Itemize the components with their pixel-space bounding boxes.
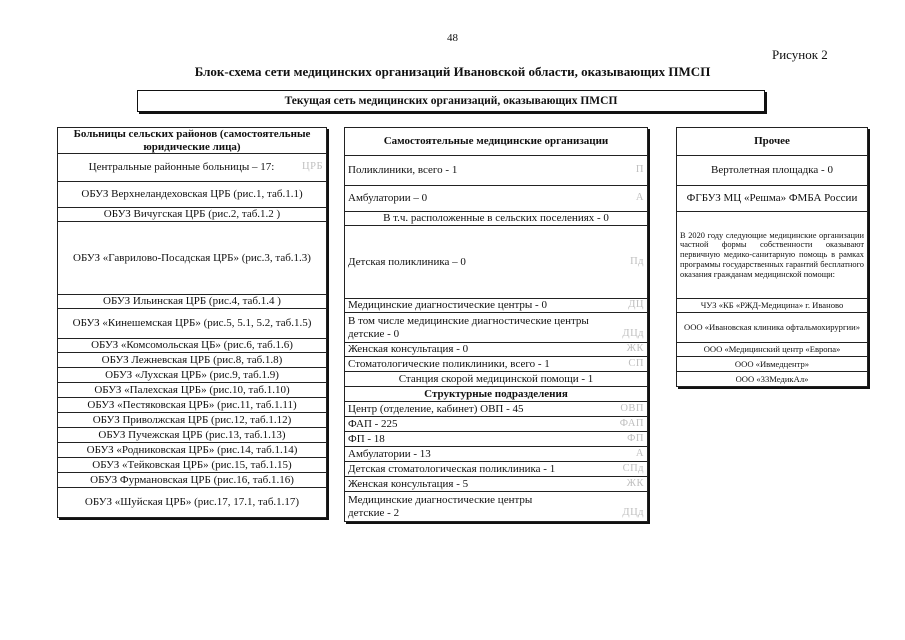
child-diag-centers2-cell [345,492,648,522]
hospital-item: ОБУЗ Фурмановская ЦРБ (рис.16, таб.1.16) [58,473,327,488]
private-orgs-note: В 2020 году следующие медицинские организации частной формы собственности оказывают первичную медико-санитарную помощь в рамках программы государственных гарантий бесплатного оказания гражданам медицинской помощи: [677,212,868,299]
dental-clinics-label: Стоматологические поликлиники, всего - 1 [348,357,550,370]
network-header-box: Текущая сеть медицинских организаций, оказывающих ПМСП [137,90,765,112]
hospital-item: ОБУЗ «Шуйская ЦРБ» (рис.17, 17.1, таб.1.17) [58,488,327,518]
central-hospitals-label: Центральные районные больницы – 17: [88,161,275,174]
independent-orgs-table [344,127,648,522]
child-polyclinic-code: Пд [630,255,644,267]
hospital-item: ОБУЗ Вичугская ЦРБ (рис.2, таб.1.2 ) [58,208,327,222]
ambulatories2-cell [345,447,648,462]
hospital-item: ОБУЗ «Лухская ЦРБ» (рис.9, таб.1.9) [58,368,327,383]
womens-consult2-code: ЖК [626,477,644,489]
hospital-item: ОБУЗ «Палехская ЦРБ» (рис.10, таб.1.10) [58,383,327,398]
womens-consult2-label: Женская консультация - 5 [348,477,469,490]
hospital-item: ОБУЗ Приволжская ЦРБ (рис.12, таб.1.12) [58,413,327,428]
rural-hospitals-header: Больницы сельских районов (самостоятельные юридические лица) [58,128,327,154]
private-org-item: ООО «Ивановская клиника офтальмохирургии» [677,313,868,343]
hospital-item: ОБУЗ «Гаврилово-Посадская ЦРБ» (рис.3, таб.1.3) [58,222,327,295]
child-polyclinic-label: Детская поликлиника – 0 [348,255,466,268]
private-org-item: ЧУЗ «КБ «РЖД-Медицина» г. Иваново [677,299,868,313]
diag-centers-cell [345,299,648,313]
dental-clinics-code: СП [628,357,644,369]
child-diag-centers-cell [345,313,648,343]
hospital-item: ОБУЗ «Пестяковская ЦРБ» (рис.11, таб.1.11) [58,398,327,413]
other-orgs-table [676,127,868,387]
ambulatories2-label: Амбулатории - 13 [348,447,431,460]
fap-code: ФАП [619,417,644,429]
page-number: 48 [447,32,458,44]
child-dental-label: Детская стоматологическая поликлиника - 1 [348,462,556,475]
ambulatories-code: А [635,192,644,204]
figure-label: Рисунок 2 [772,47,828,62]
hospital-item: ОБУЗ Ильинская ЦРБ (рис.4, таб.1.4 ) [58,295,327,309]
private-org-item: ООО «Ивмедцентр» [677,357,868,372]
private-org-item: ООО «Медицинский центр «Европа» [677,343,868,357]
fp-label: ФП - 18 [348,432,385,445]
ambulatories-label: Амбулатории – 0 [348,192,428,205]
fp-cell [345,432,648,447]
womens-consult-cell [345,343,648,357]
ambulatories-cell [345,186,648,212]
child-dental-code: СПд [622,462,644,474]
helipad-cell: Вертолетная площадка - 0 [677,156,868,186]
central-hospitals-cell [58,154,327,182]
child-polyclinic-cell [345,226,648,299]
rural-settlements-cell: В т.ч. расположенные в сельских поселениях - 0 [345,212,648,226]
hospital-item: ОБУЗ Верхнеландеховская ЦРБ (рис.1, таб.1.1) [58,182,327,208]
child-diag-centers2-line1: Медицинские диагностические центры [348,494,533,506]
ambulatories2-code: А [635,447,644,459]
womens-consult-label: Женская консультация - 0 [348,343,469,356]
dental-clinics-cell [345,357,648,372]
rural-hospitals-table [57,127,327,518]
hospital-item: ОБУЗ «Тейковская ЦРБ» (рис.15, таб.1.15) [58,458,327,473]
other-orgs-header: Прочее [677,128,868,156]
independent-orgs-header: Самостоятельные медицинские организации [345,128,648,156]
fp-code: ФП [627,432,644,444]
polyclinics-label: Поликлиники, всего - 1 [348,164,458,177]
fap-label: ФАП - 225 [348,417,398,430]
child-diag-centers2-code: ДЦд [622,506,644,518]
hospital-item: ОБУЗ «Кинешемская ЦРБ» (рис.5, 5.1, 5.2, таб.1.5) [58,309,327,339]
polyclinics-cell [345,156,648,186]
diag-centers-code: ДЦ [628,299,644,311]
diag-centers-label: Медицинские диагностические центры - 0 [348,299,547,312]
child-diag-centers2-line2: детские - 2 [348,506,400,519]
womens-consult2-cell [345,477,648,492]
ovp-code: ОВП [620,402,644,414]
child-diag-centers-line1: В том числе медицинские диагностические центры [348,315,589,327]
central-hospitals-code: ЦРБ [302,161,323,173]
hospital-item: ОБУЗ Лежневская ЦРБ (рис.8, таб.1.8) [58,353,327,368]
structural-units-header: Структурные подразделения [345,387,648,402]
womens-consult-code: ЖК [626,343,644,355]
page-title: Блок-схема сети медицинских организаций Ивановской области, оказывающих ПМСП [194,64,711,79]
fap-cell [345,417,648,432]
child-dental-cell [345,462,648,477]
fgbuz-reshma-cell: ФГБУЗ МЦ «Решма» ФМБА России [677,186,868,212]
hospital-item: ОБУЗ Пучежская ЦРБ (рис.13, таб.1.13) [58,428,327,443]
hospital-item: ОБУЗ «Родниковская ЦРБ» (рис.14, таб.1.14) [58,443,327,458]
child-diag-centers-code: ДЦд [622,327,644,339]
emergency-station-cell: Станция скорой медицинской помощи - 1 [345,372,648,387]
private-org-item: ООО «33МедикАл» [677,372,868,387]
hospital-item: ОБУЗ «Комсомольская ЦБ» (рис.6, таб.1.6) [58,339,327,353]
child-diag-centers-line2: детские - 0 [348,327,400,340]
ovp-cell [345,402,648,417]
polyclinics-code: П [635,164,644,176]
ovp-label: Центр (отделение, кабинет) ОВП - 45 [348,402,524,415]
